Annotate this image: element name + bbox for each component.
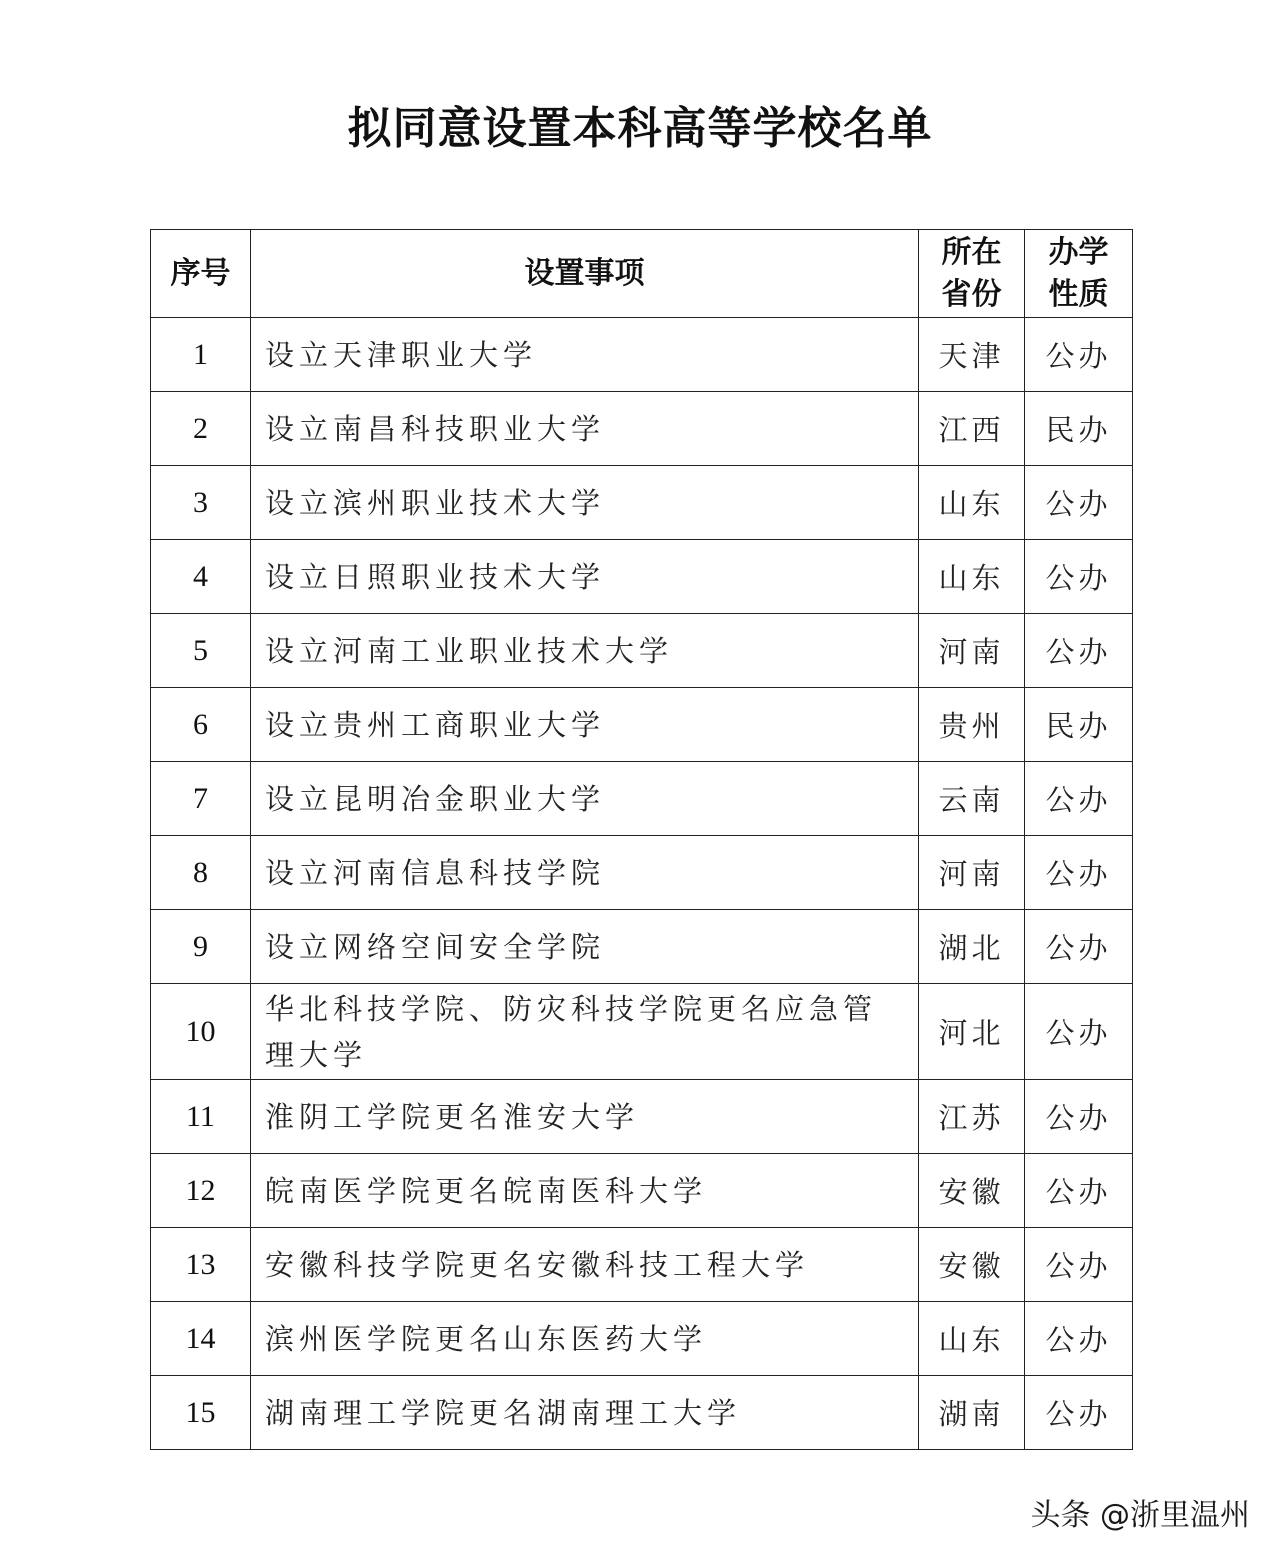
header-province-line2: 省份 (941, 276, 1002, 312)
row-nature: 公办 (1025, 910, 1133, 984)
row-nature: 公办 (1025, 1376, 1133, 1450)
row-province: 贵州 (919, 688, 1025, 762)
row-nature: 公办 (1025, 318, 1133, 392)
row-item: 设立天津职业大学 (251, 318, 919, 392)
row-nature: 公办 (1025, 1154, 1133, 1228)
row-nature: 民办 (1025, 392, 1133, 466)
table-row (151, 466, 1133, 540)
row-number: 15 (151, 1376, 251, 1450)
table-header-row (151, 230, 1133, 318)
row-item: 设立昆明冶金职业大学 (251, 762, 919, 836)
row-number: 8 (151, 836, 251, 910)
row-province: 湖北 (919, 910, 1025, 984)
table-row (151, 688, 1133, 762)
watermark-text: 头条 @浙里温州 (1030, 1498, 1250, 1533)
header-index: 序号 (151, 230, 251, 318)
row-item: 皖南医学院更名皖南医科大学 (251, 1154, 919, 1228)
table-row (151, 1154, 1133, 1228)
row-number: 1 (151, 318, 251, 392)
row-number: 7 (151, 762, 251, 836)
row-province: 安徽 (919, 1228, 1025, 1302)
table-row (151, 1376, 1133, 1450)
row-item: 湖南理工学院更名湖南理工大学 (251, 1376, 919, 1450)
row-province: 山东 (919, 540, 1025, 614)
table-row (151, 318, 1133, 392)
table-row (151, 392, 1133, 466)
row-item: 滨州医学院更名山东医药大学 (251, 1302, 919, 1376)
row-number: 2 (151, 392, 251, 466)
row-number: 3 (151, 466, 251, 540)
table-row (151, 836, 1133, 910)
row-nature: 公办 (1025, 984, 1133, 1080)
table-row (151, 1228, 1133, 1302)
row-nature: 公办 (1025, 466, 1133, 540)
row-item: 设立河南信息科技学院 (251, 836, 919, 910)
row-item: 华北科技学院、防灾科技学院更名应急管理大学 (251, 984, 919, 1080)
row-number: 5 (151, 614, 251, 688)
row-nature: 公办 (1025, 1228, 1133, 1302)
row-item: 安徽科技学院更名安徽科技工程大学 (251, 1228, 919, 1302)
row-number: 4 (151, 540, 251, 614)
header-province-line1: 所在 (941, 234, 1002, 270)
document-title: 拟同意设置本科高等学校名单 (347, 103, 933, 154)
table-row (151, 984, 1133, 1080)
row-province: 安徽 (919, 1154, 1025, 1228)
row-item: 设立日照职业技术大学 (251, 540, 919, 614)
row-province: 山东 (919, 1302, 1025, 1376)
row-number: 13 (151, 1228, 251, 1302)
row-province: 河南 (919, 836, 1025, 910)
row-number: 6 (151, 688, 251, 762)
row-nature: 民办 (1025, 688, 1133, 762)
row-province: 江西 (919, 392, 1025, 466)
table-row (151, 762, 1133, 836)
row-number: 10 (151, 984, 251, 1080)
row-province: 河南 (919, 614, 1025, 688)
row-province: 天津 (919, 318, 1025, 392)
table-row (151, 1302, 1133, 1376)
row-item: 设立贵州工商职业大学 (251, 688, 919, 762)
table-row (151, 540, 1133, 614)
row-item: 淮阴工学院更名淮安大学 (251, 1080, 919, 1154)
row-number: 9 (151, 910, 251, 984)
row-province: 云南 (919, 762, 1025, 836)
row-item: 设立网络空间安全学院 (251, 910, 919, 984)
table-row (151, 1080, 1133, 1154)
header-nature-line2: 性质 (1048, 276, 1109, 312)
school-list-table (150, 229, 1133, 1450)
table-row (151, 910, 1133, 984)
row-nature: 公办 (1025, 1080, 1133, 1154)
header-item: 设置事项 (251, 230, 919, 318)
table-row (151, 614, 1133, 688)
row-nature: 公办 (1025, 836, 1133, 910)
row-province: 江苏 (919, 1080, 1025, 1154)
header-nature (1025, 230, 1133, 318)
row-nature: 公办 (1025, 1302, 1133, 1376)
header-nature-line1: 办学 (1048, 234, 1109, 270)
row-number: 11 (151, 1080, 251, 1154)
row-province: 河北 (919, 984, 1025, 1080)
row-number: 14 (151, 1302, 251, 1376)
row-province: 山东 (919, 466, 1025, 540)
row-item: 设立滨州职业技术大学 (251, 466, 919, 540)
row-nature: 公办 (1025, 540, 1133, 614)
header-province (919, 230, 1025, 318)
row-nature: 公办 (1025, 762, 1133, 836)
row-item: 设立河南工业职业技术大学 (251, 614, 919, 688)
row-number: 12 (151, 1154, 251, 1228)
row-nature: 公办 (1025, 614, 1133, 688)
row-province: 湖南 (919, 1376, 1025, 1450)
row-item: 设立南昌科技职业大学 (251, 392, 919, 466)
